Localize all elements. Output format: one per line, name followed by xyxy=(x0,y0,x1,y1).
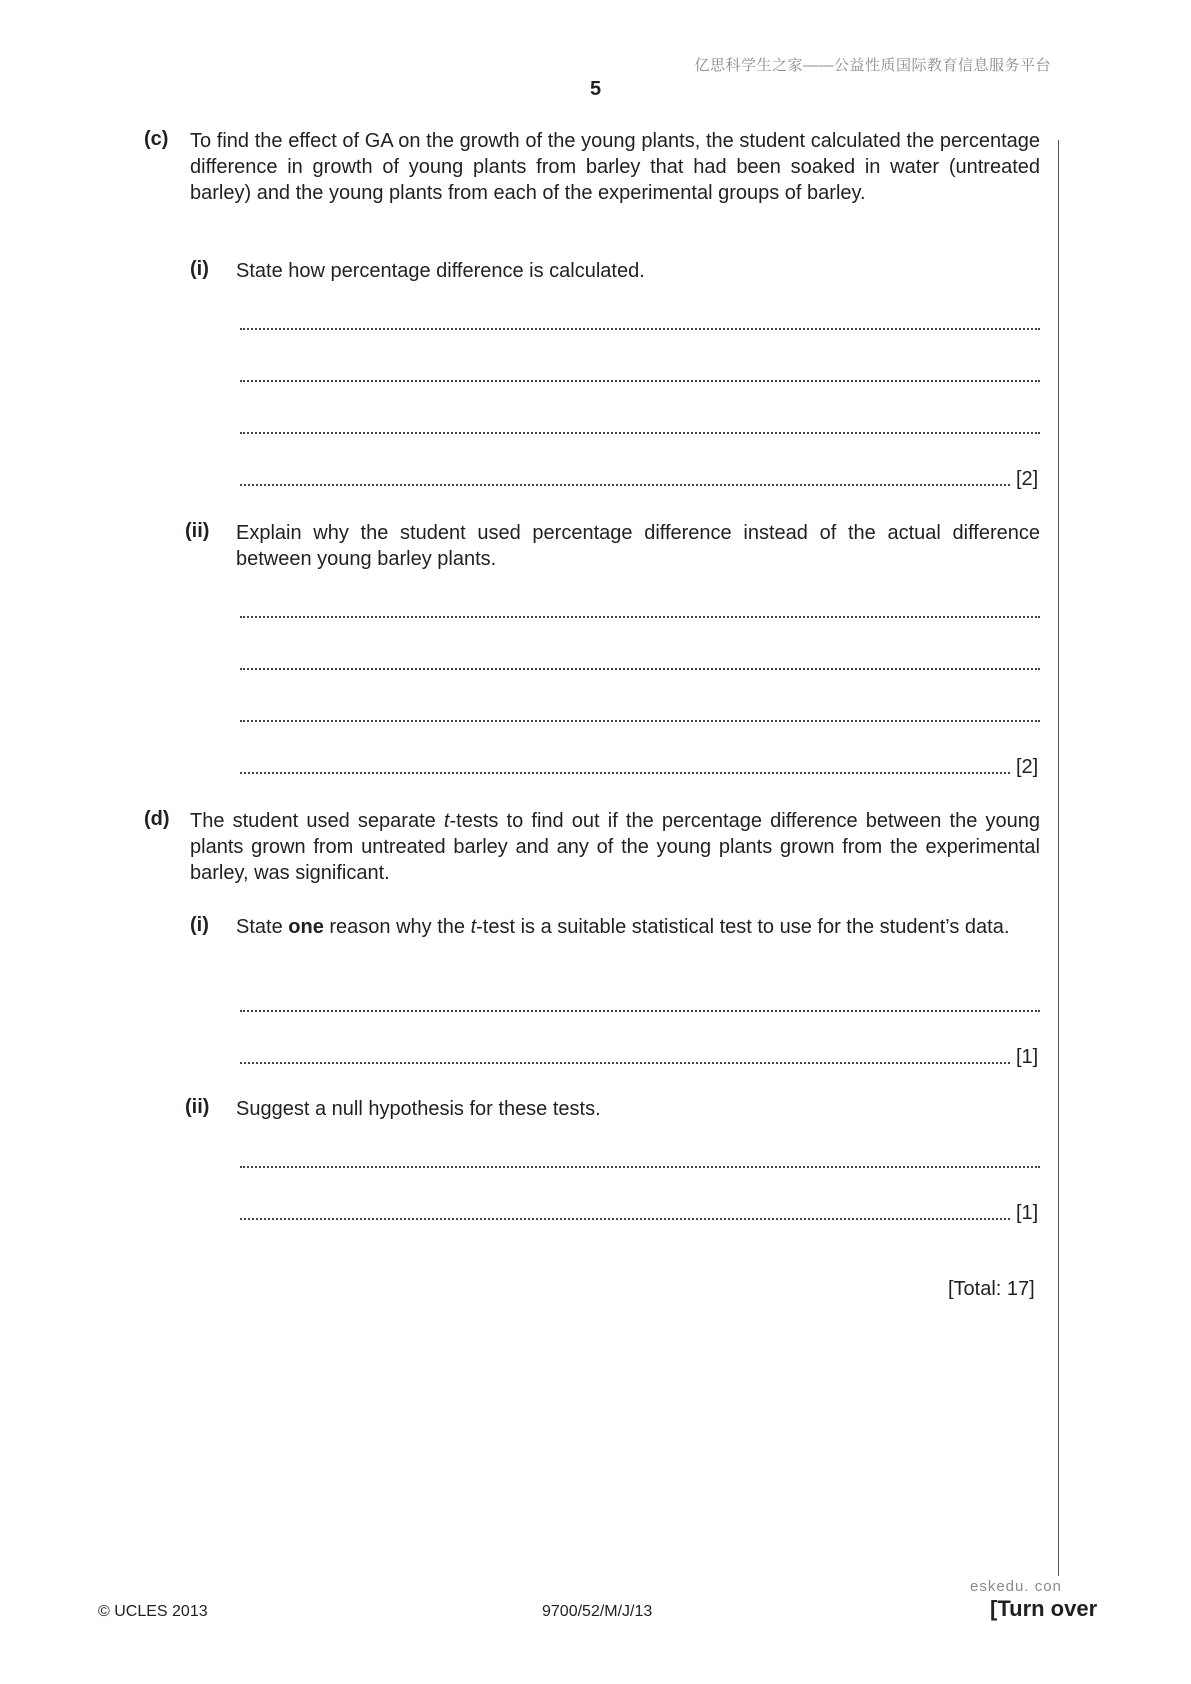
margin-line xyxy=(1058,140,1059,1576)
answer-line[interactable] xyxy=(240,460,1010,486)
part-d-i-label: (i) xyxy=(190,914,209,936)
answer-line[interactable] xyxy=(240,644,1040,670)
marks-d-i: [1] xyxy=(1016,1046,1039,1068)
marks-c-ii: [2] xyxy=(1016,756,1039,778)
part-d-ii-label: (ii) xyxy=(185,1096,210,1118)
part-d-ii-text: Suggest a null hypothesis for these tests. xyxy=(236,1098,601,1120)
answer-line[interactable] xyxy=(240,592,1040,618)
marks-c-i: [2] xyxy=(1016,468,1039,490)
copyright: © UCLES 2013 xyxy=(98,1603,208,1620)
paper-code: 9700/52/M/J/13 xyxy=(542,1603,653,1620)
part-c-i-label: (i) xyxy=(190,258,209,280)
answer-line[interactable] xyxy=(240,304,1040,330)
part-c-ii-text: Explain why the student used percentage difference instead of the actual difference between young barley plants. xyxy=(236,522,1040,570)
answer-line[interactable] xyxy=(240,748,1010,774)
answer-line[interactable] xyxy=(240,1038,1010,1064)
part-c-ii-label: (ii) xyxy=(185,520,210,542)
answer-line[interactable] xyxy=(240,356,1040,382)
part-d-label: (d) xyxy=(144,808,170,830)
answer-line[interactable] xyxy=(240,1142,1040,1168)
page-number: 5 xyxy=(589,78,602,100)
answer-line[interactable] xyxy=(240,696,1040,722)
part-c-text: To find the effect of GA on the growth of the young plants, the student calculated the percentage difference in growth of young plants from barley that had been soaked in water (untreated barley) and the young plants from each of the experimental groups of barley. xyxy=(190,130,1040,204)
answer-line[interactable] xyxy=(240,408,1040,434)
total-marks: [Total: 17] xyxy=(948,1278,1035,1300)
footer-watermark: eskedu. con xyxy=(970,1578,1062,1595)
answer-line[interactable] xyxy=(240,1194,1010,1220)
part-c-i-text: State how percentage difference is calculated. xyxy=(236,260,645,282)
marks-d-ii: [1] xyxy=(1016,1202,1039,1224)
header-watermark: 亿思科学生之家——公益性质国际教育信息服务平台 xyxy=(694,57,1051,74)
part-c-label: (c) xyxy=(144,128,169,150)
turn-over: [Turn over xyxy=(990,1596,1098,1621)
part-d-i-text: State one reason why the t-test is a suitable statistical test to use for the student’s data. xyxy=(236,916,1010,938)
part-d-text: The student used separate t-tests to find out if the percentage difference between the young plants grown from untreated barley and any of the young plants grown from the experimental barley, was significant. xyxy=(190,810,1040,884)
answer-line[interactable] xyxy=(240,986,1040,1012)
